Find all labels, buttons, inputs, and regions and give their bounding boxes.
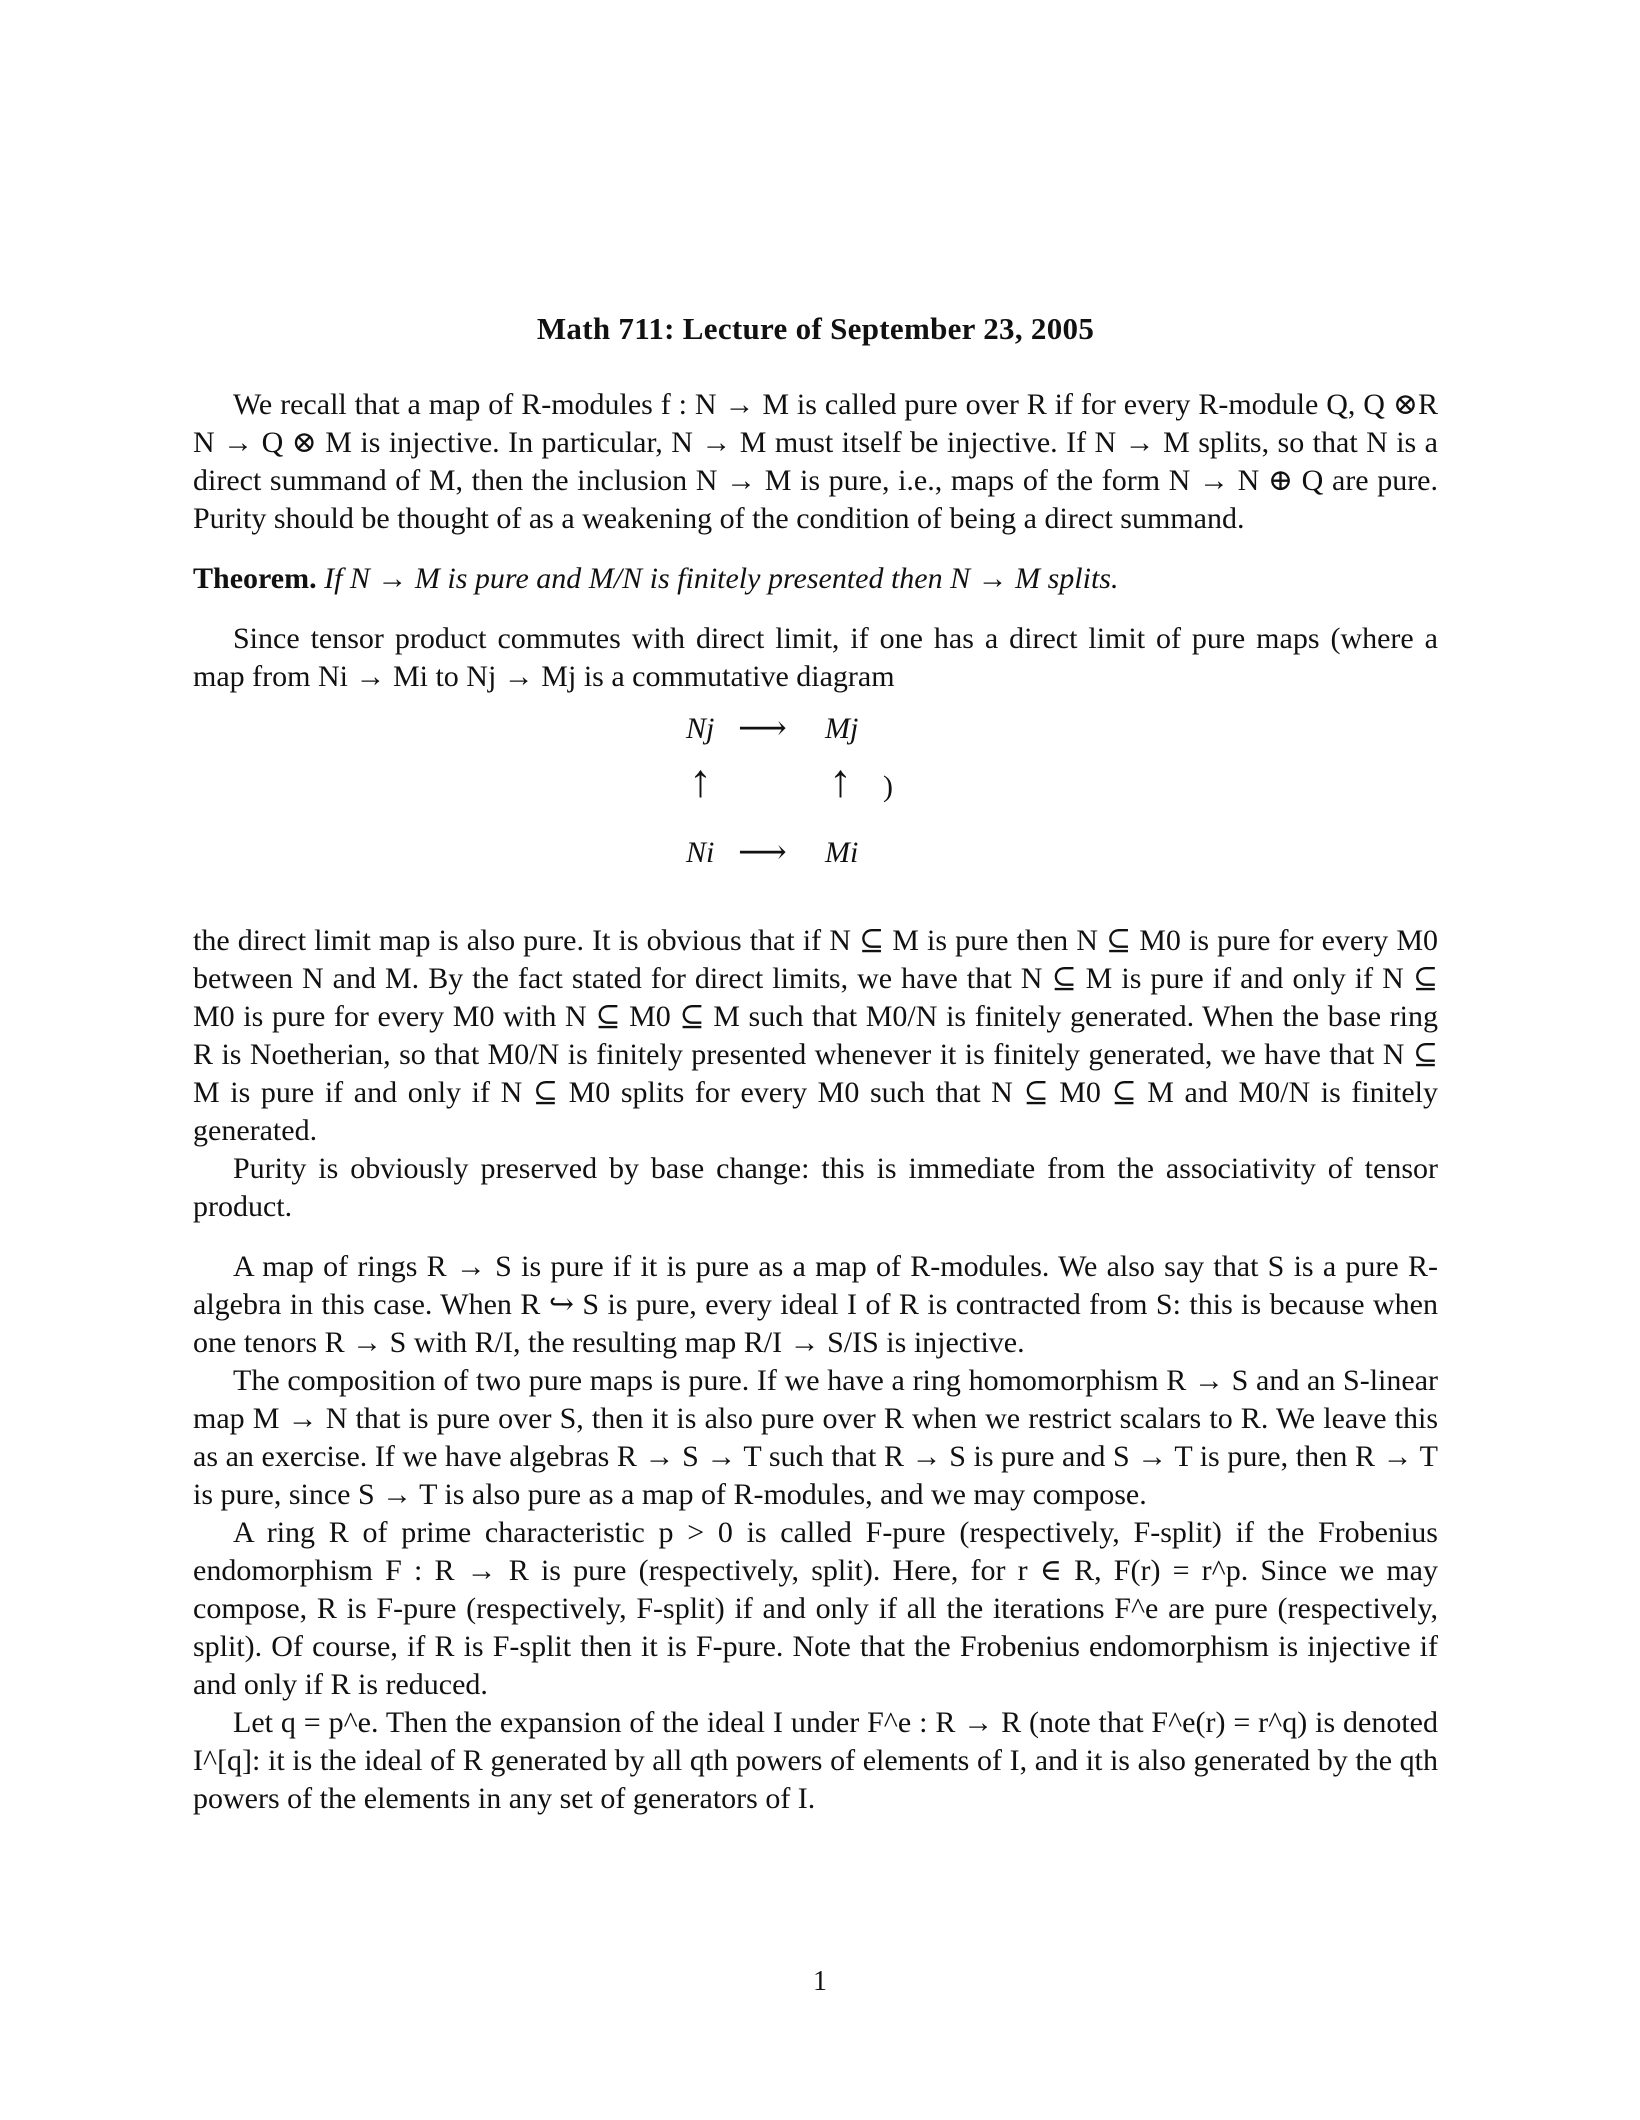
diagram-arrow-top: ⟶ — [738, 710, 787, 747]
paragraph-pure-rings: A map of rings R → S is pure if it is pure as a map of R-modules. We also say that S is a pure R-algebra in this case. When R ↪ S is pure, every ideal I of R is contracted from S: this is because when one tenors R → S with R/I, the resulting map R/I → S/IS is injective. — [193, 1250, 1438, 1359]
paragraph-purity-definition: We recall that a map of R-modules f : N → M is called pure over R if for every R-module Q, Q ⊗R N → Q ⊗ M is injective. In particular, N → M must itself be injective. If N → M splits, so that N is a direct summand of M, then the inclusion N → M is pure, i.e., maps of the form N → N ⊕ Q are pure. Purity should be thought of as a weakening of the condition of being a direct summand. — [193, 388, 1438, 535]
paragraph-direct-limit-pure: the direct limit map is also pure. It is obvious that if N ⊆ M is pure then N ⊆ M0 is pure for every M0 between N and M. By the fact stated for direct limits, we have that N ⊆ M is pure if and only if N ⊆ M0 is pure for every M0 with N ⊆ M0 ⊆ M such that M0/N is finitely generated. When the base ring R is Noetherian, so that M0/N is finitely presented whenever it is finitely generated, we have that N ⊆ M is pure if and only if N ⊆ M0 splits for every M0 such that N ⊆ M0 ⊆ M and M0/N is finitely generated. — [193, 924, 1438, 1147]
diagram-node-mi: Mi — [825, 836, 859, 869]
paragraph-composition: The composition of two pure maps is pure. If we have a ring homomorphism R → S and an S-linear map M → N that is pure over S, then it is also pure over R when we restrict scalars to R. We leave this as an exercise. If we have algebras R → S → T such that R → S is pure and S → T is pure, then R → T is pure, since S → T is also pure as a map of R-modules, and we may compose. — [193, 1364, 1438, 1511]
commutative-diagram — [193, 710, 1438, 906]
diagram-arrow-bottom: ⟶ — [738, 834, 787, 871]
theorem-label: Theorem. — [193, 562, 317, 595]
theorem-statement — [193, 560, 1438, 598]
lecture-page — [193, 300, 1438, 1818]
diagram-arrow-right: ↑ — [829, 755, 852, 806]
paragraph-base-change: Purity is obviously preserved by base change: this is immediate from the associativity of tensor product. — [193, 1152, 1438, 1223]
paragraph-frobenius-power: Let q = p^e. Then the expansion of the ideal I under F^e : R → R (note that F^e(r) = r^q) is denoted I^[q]: it is the ideal of R generated by all qth powers of elements of I, and it is also generated by the qth powers of the elements in any set of generators of I. — [193, 1706, 1438, 1815]
theorem-text: If N → M is pure and M/N is finitely presented then N → M splits. — [324, 562, 1119, 595]
paragraph-f-pure: A ring R of prime characteristic p > 0 is called F-pure (respectively, F-split) if the Frobenius endomorphism F : R → R is pure (respectively, split). Here, for r ∈ R, F(r) = r^p. Since we may compose, R is F-pure (respectively, F-split) if and only if all the iterations F^e are pure (respectively, split). Of course, if R is F-split then it is F-pure. Note that the Frobenius endomorphism is injective if and only if R is reduced. — [193, 1516, 1438, 1701]
diagram-arrow-left: ↑ — [689, 755, 712, 806]
paragraph-direct-limit: Since tensor product commutes with direct limit, if one has a direct limit of pure maps (where a map from Ni → Mi to Nj → Mj is a commutative diagram — [193, 622, 1438, 693]
page-number: 1 — [813, 1966, 827, 1997]
diagram-node-mj: Mj — [825, 712, 859, 745]
diagram-node-nj: Nj — [686, 712, 715, 745]
diagram-close-paren: ) — [883, 770, 893, 803]
lecture-title: Math 711: Lecture of September 23, 2005 — [536, 311, 1095, 346]
diagram-node-ni: Ni — [686, 836, 715, 869]
